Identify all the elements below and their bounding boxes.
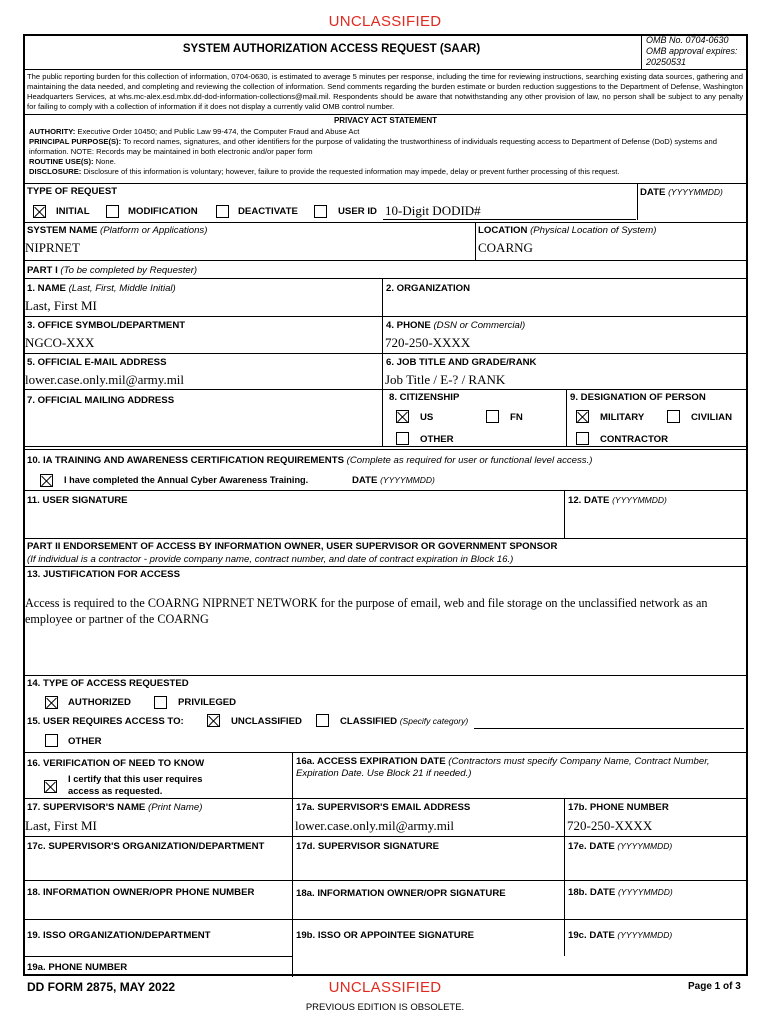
modification-checkbox[interactable]	[106, 205, 119, 218]
user-id-checkbox[interactable]	[314, 205, 327, 218]
routine-text: None.	[93, 157, 116, 166]
f2-label: 2. ORGANIZATION	[386, 283, 471, 294]
initial-checkbox[interactable]	[33, 205, 46, 218]
f4-label: 4. PHONE (DSN or Commercial)	[386, 320, 526, 331]
cyber-training-checkbox[interactable]	[40, 474, 53, 487]
phone-field[interactable]: 720-250-XXXX	[385, 335, 471, 350]
f18-label: 18. INFORMATION OWNER/OPR PHONE NUMBER	[27, 887, 255, 898]
privileged-checkbox[interactable]	[154, 696, 167, 709]
obsolete-note: PREVIOUS EDITION IS OBSOLETE.	[305, 1002, 465, 1013]
request-date-label: DATE (YYYYMMDD)	[640, 187, 723, 198]
classified-label: CLASSIFIED (Specify category)	[340, 716, 469, 727]
part2-label: PART II ENDORSEMENT OF ACCESS BY INFORMATION OWNER, USER SUPERVISOR OR GOVERNMENT SPONSOR	[27, 541, 558, 552]
unclassified-checkbox[interactable]	[207, 714, 220, 727]
email-field[interactable]: lower.case.only.mil@army.mil	[25, 372, 185, 387]
classification-top: UNCLASSIFIED	[328, 13, 442, 30]
citizenship-fn-label: FN	[510, 412, 523, 423]
f18b-label: 18b. DATE (YYYYMMDD)	[568, 887, 673, 898]
f14-label: 14. TYPE OF ACCESS REQUESTED	[27, 678, 189, 689]
civilian-checkbox[interactable]	[667, 410, 680, 423]
authorized-checkbox[interactable]	[45, 696, 58, 709]
contractor-label: CONTRACTOR	[600, 434, 669, 445]
cyber-training-label: I have completed the Annual Cyber Awareness Training.	[64, 475, 309, 485]
deactivate-checkbox[interactable]	[216, 205, 229, 218]
f19a-label: 19a. PHONE NUMBER	[27, 962, 128, 973]
f17-label: 17. SUPERVISOR'S NAME (Print Name)	[27, 802, 203, 813]
name-field[interactable]: Last, First MI	[25, 298, 97, 313]
citizenship-us-checkbox[interactable]	[396, 410, 409, 423]
classification-bottom: UNCLASSIFIED	[328, 979, 442, 996]
unclassified-label: UNCLASSIFIED	[231, 716, 302, 727]
f8-label: 8. CITIZENSHIP	[389, 392, 460, 403]
omb-number: OMB No. 0704-0630	[646, 35, 729, 45]
f17c-label: 17c. SUPERVISOR'S ORGANIZATION/DEPARTMENT	[27, 841, 265, 852]
system-name-field[interactable]: NIPRNET	[25, 240, 80, 255]
type-of-request-label: TYPE OF REQUEST	[27, 186, 118, 197]
part2-hint: (If individual is a contractor - provide company name, contract number, and date of contract expiration in Block 16.)	[27, 554, 514, 565]
f17a-label: 17a. SUPERVISOR'S EMAIL ADDRESS	[296, 802, 471, 813]
f1-label: 1. NAME (Last, First, Middle Initial)	[27, 283, 176, 294]
disclosure-text: Disclosure of this information is voluntary; however, failure to provide the requested information may impede, delay or prevent further processing of this request.	[81, 167, 620, 176]
page-number: Page 1 of 3	[688, 981, 741, 992]
form-title: SYSTEM AUTHORIZATION ACCESS REQUEST (SAAR)	[182, 43, 481, 55]
f19b-label: 19b. ISSO OR APPOINTEE SIGNATURE	[296, 930, 475, 941]
f5-label: 5. OFFICIAL E-MAIL ADDRESS	[27, 357, 167, 368]
classified-checkbox[interactable]	[316, 714, 329, 727]
f6-label: 6. JOB TITLE AND GRADE/RANK	[386, 357, 537, 368]
system-name-label: SYSTEM NAME (Platform or Applications)	[27, 225, 208, 236]
deactivate-label: DEACTIVATE	[238, 206, 298, 217]
citizenship-us-label: US	[420, 412, 434, 423]
f7-label: 7. OFFICIAL MAILING ADDRESS	[27, 395, 175, 406]
need-to-know-checkbox[interactable]	[44, 780, 57, 793]
omb-block	[646, 35, 738, 68]
f18a-label: 18a. INFORMATION OWNER/OPR SIGNATURE	[296, 888, 506, 899]
f15-label: 15. USER REQUIRES ACCESS TO:	[27, 716, 184, 727]
initial-label: INITIAL	[56, 206, 90, 217]
f19-label: 19. ISSO ORGANIZATION/DEPARTMENT	[27, 930, 211, 941]
privacy-heading: PRIVACY ACT STATEMENT	[333, 116, 438, 125]
other-access-checkbox[interactable]	[45, 734, 58, 747]
f16a-label: 16a. ACCESS EXPIRATION DATE (Contractors must specify Company Name, Contract Number, Expiration Date. Use Block 21 if needed.)	[296, 756, 710, 779]
f3-label: 3. OFFICE SYMBOL/DEPARTMENT	[27, 320, 186, 331]
purpose-label: PRINCIPAL PURPOSE(S):	[29, 137, 122, 146]
privileged-label: PRIVILEGED	[178, 697, 237, 708]
contractor-checkbox[interactable]	[576, 432, 589, 445]
form-number: DD FORM 2875, MAY 2022	[27, 980, 176, 994]
f11-label: 11. USER SIGNATURE	[27, 495, 128, 506]
office-symbol-field[interactable]: NGCO-XXX	[25, 335, 95, 350]
routine-label: ROUTINE USE(S):	[29, 157, 94, 166]
need-to-know-label: I certify that this user requires access as requested.	[68, 773, 203, 796]
f17e-label: 17e. DATE (YYYYMMDD)	[568, 841, 673, 852]
location-field[interactable]: COARNG	[478, 240, 533, 255]
part1-label: PART I (To be completed by Requester)	[27, 265, 198, 276]
disclosure-label: DISCLOSURE:	[29, 167, 82, 176]
authority-text: Executive Order 10450; and Public Law 99-474, the Computer Fraud and Abuse Act	[75, 127, 360, 136]
location-label: LOCATION (Physical Location of System)	[478, 225, 657, 236]
f12-label: 12. DATE (YYYYMMDD)	[568, 495, 667, 506]
user-id-field[interactable]: 10-Digit DODID#	[385, 203, 481, 218]
omb-approval: OMB approval expires:	[646, 46, 738, 56]
f17d-label: 17d. SUPERVISOR SIGNATURE	[296, 841, 440, 852]
purpose-text: To record names, signatures, and other identifiers for the purpose of validating the trustworthiness of individuals requesting access to Department of Defense (DoD) systems and information. NOTE: Records may be maintained in both electronic and/or paper form	[29, 137, 717, 156]
f9-label: 9. DESIGNATION OF PERSON	[570, 392, 706, 403]
supervisor-name-field[interactable]: Last, First MI	[25, 818, 97, 833]
job-title-field[interactable]: Job Title / E-? / RANK	[385, 372, 506, 387]
f10-label: 10. IA TRAINING AND AWARENESS CERTIFICATION REQUIREMENTS (Complete as required for user or functional level access.)	[27, 455, 593, 466]
citizenship-other-label: OTHER	[420, 434, 454, 445]
citizenship-other-checkbox[interactable]	[396, 432, 409, 445]
supervisor-email-field[interactable]: lower.case.only.mil@army.mil	[295, 818, 455, 833]
user-id-label: USER ID	[338, 206, 377, 217]
justification-field[interactable]: Access is required to the COARNG NIPRNET NETWORK for the purpose of email, web and file storage on the unclassified network as an employee or partner of the COARNG	[25, 596, 708, 626]
citizenship-fn-checkbox[interactable]	[486, 410, 499, 423]
training-date-label: DATE (YYYYMMDD)	[352, 475, 435, 486]
f19c-label: 19c. DATE (YYYYMMDD)	[568, 930, 673, 941]
f17b-label: 17b. PHONE NUMBER	[568, 802, 669, 813]
modification-label: MODIFICATION	[128, 206, 198, 217]
omb-date: 20250531	[646, 57, 687, 67]
f13-label: 13. JUSTIFICATION FOR ACCESS	[27, 569, 180, 580]
authority-label: AUTHORITY:	[29, 127, 76, 136]
f16-label: 16. VERIFICATION OF NEED TO KNOW	[27, 758, 205, 769]
authorized-label: AUTHORIZED	[68, 697, 131, 708]
burden-statement: The public reporting burden for this collection of information, 0704-0630, is estimated to average 5 minutes per response, including the time for reviewing instructions, searching existing data sources, gathering and maintaining the data needed, and completing and reviewing the collection of information. Send comments regarding the burden estimate or burden reduction suggestions to the Department of Defense, Washington Headquarters Services, at whs.mc-alex.esd.mbx.dd-dod-information-collections@mail.mil. Respondents should be aware that notwithstanding any other provision of law, no person shall be subject to any penalty for failing to comply with a collection of information if it does not display a currently valid OMB control number.	[27, 72, 743, 111]
privacy-statement	[29, 127, 743, 177]
supervisor-phone-field[interactable]: 720-250-XXXX	[567, 818, 653, 833]
other-access-label: OTHER	[68, 736, 102, 747]
military-checkbox[interactable]	[576, 410, 589, 423]
civilian-label: CIVILIAN	[691, 412, 733, 423]
military-label: MILITARY	[600, 412, 645, 423]
